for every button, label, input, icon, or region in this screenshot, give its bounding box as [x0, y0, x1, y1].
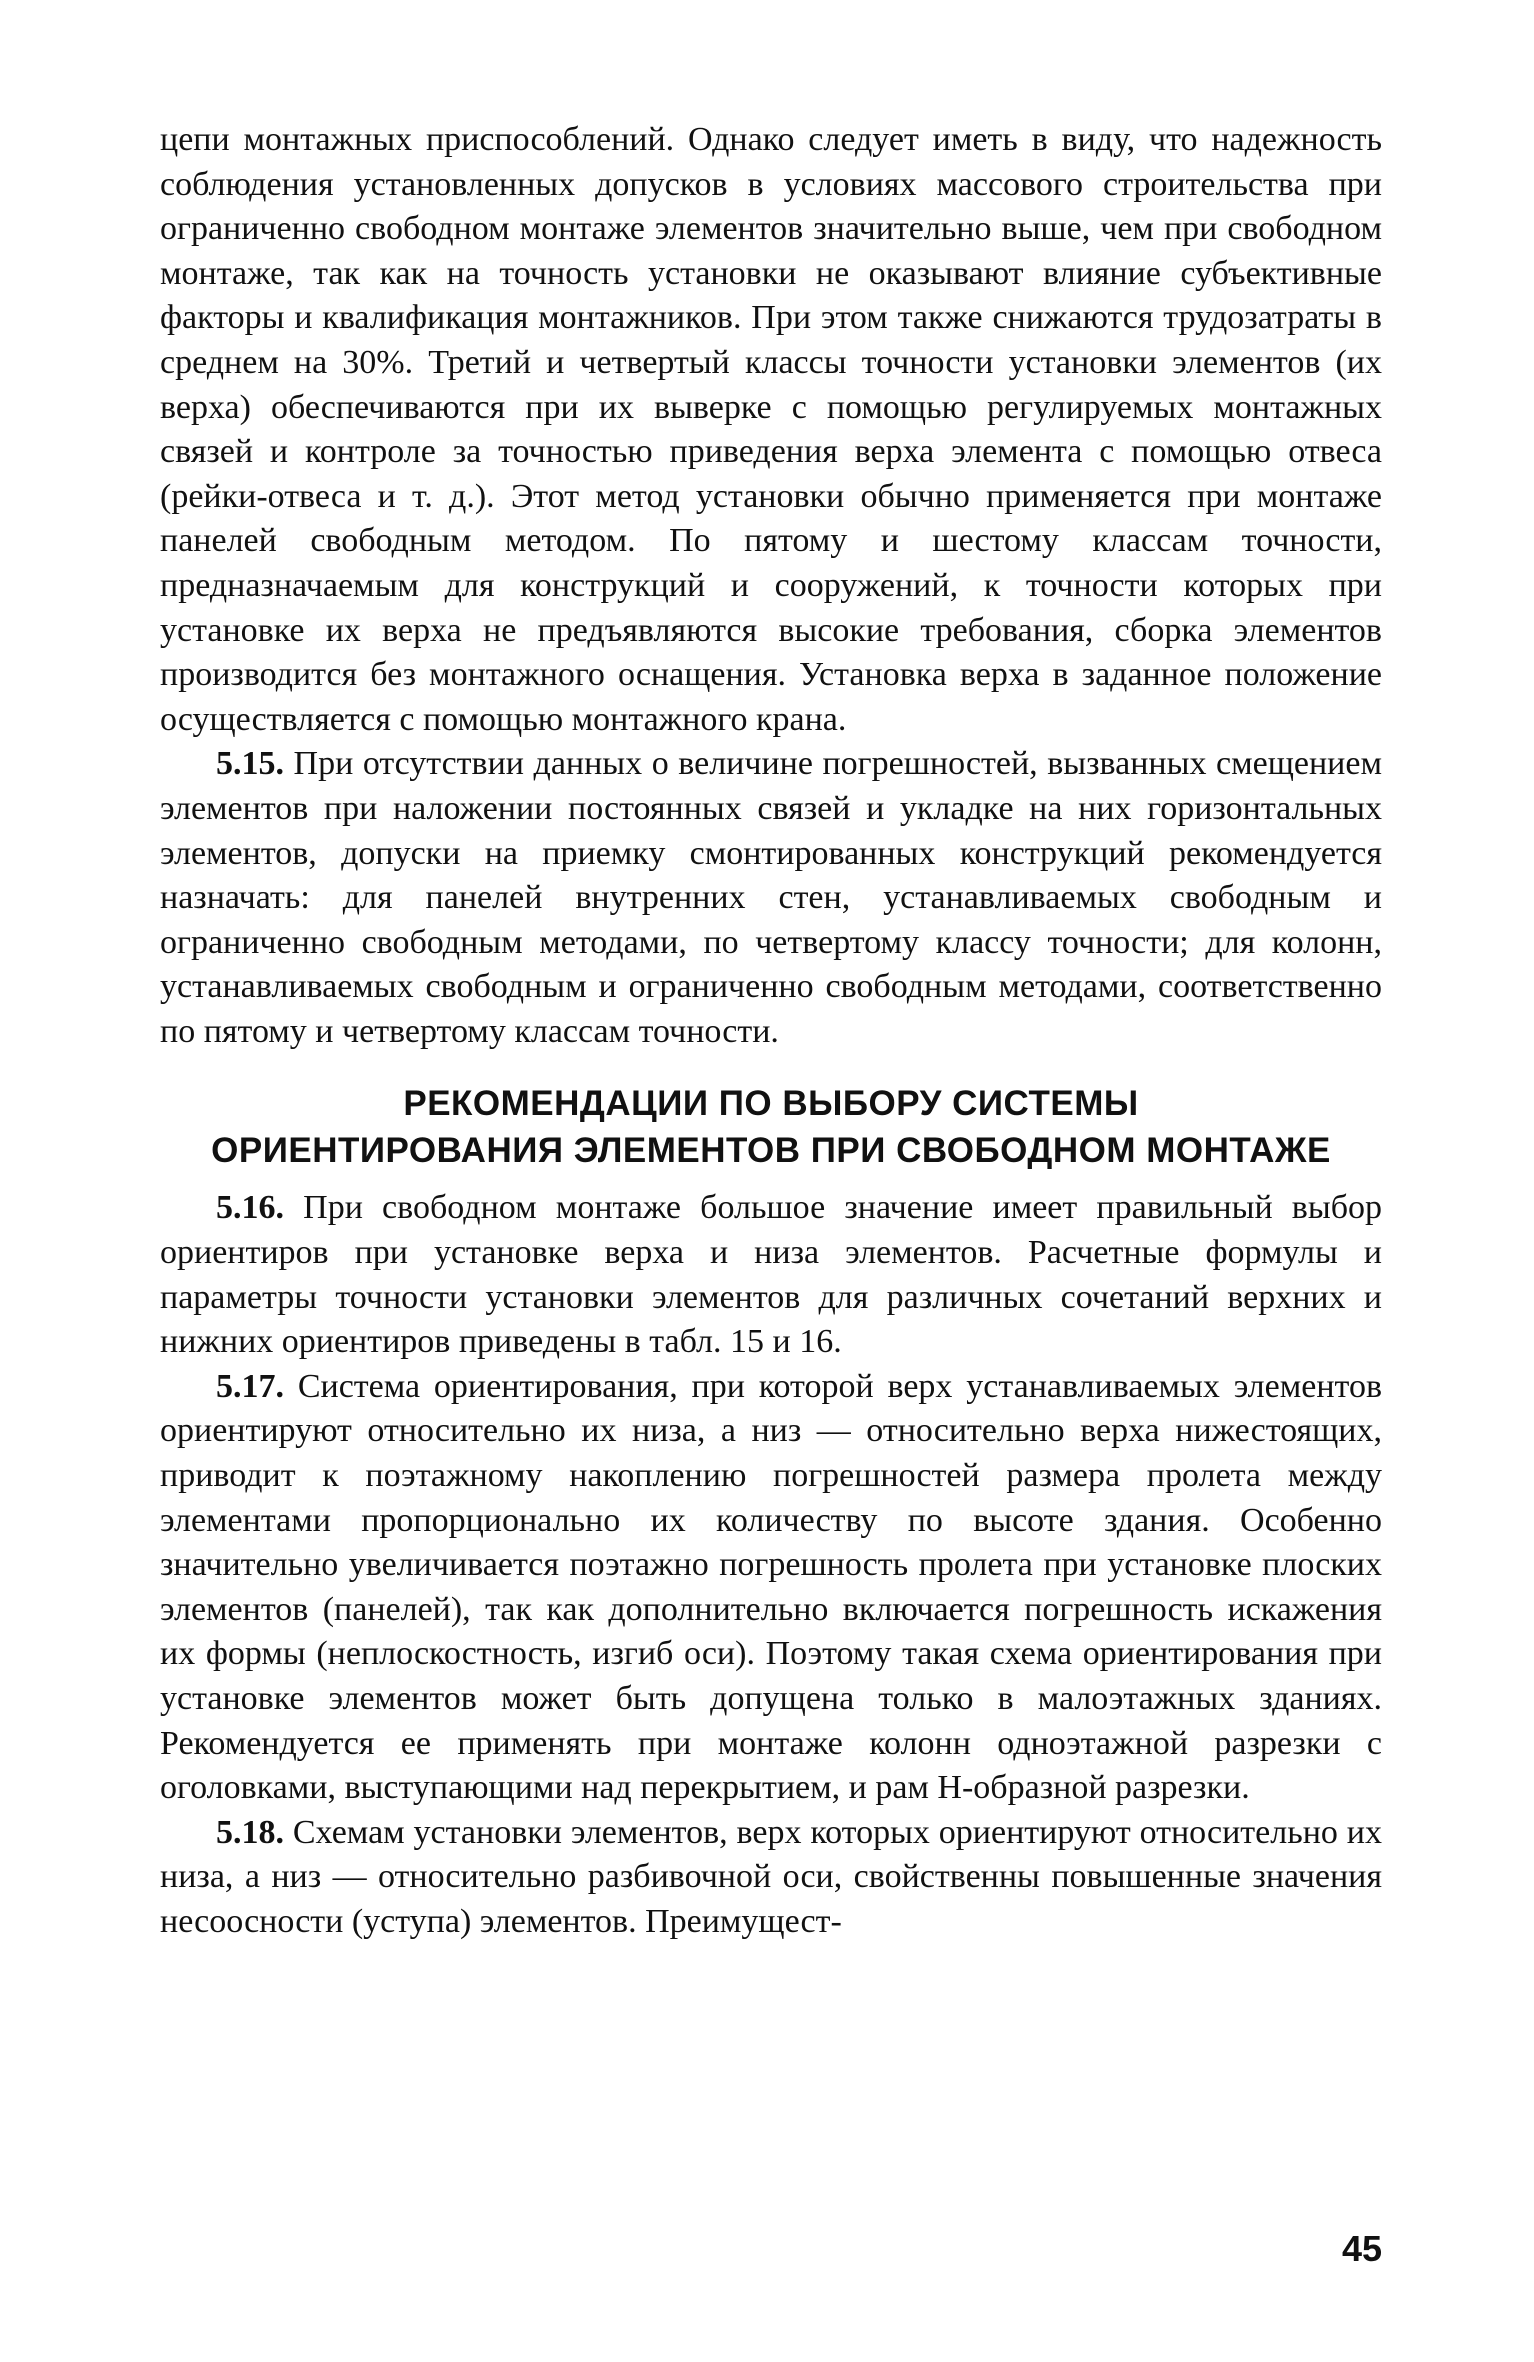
paragraph-5-18	[160, 1811, 1382, 1945]
section-heading	[160, 1080, 1382, 1174]
paragraph-text: Система ориентирования, при которой верх устанавливаемых элементов ориентируют относительно их низа, а низ — относительно верха нижестоящих, приводит к поэтажному накоплению погрешностей размера пролета между элементами пропорционально их количеству по высоте здания. Особенно значительно увеличивается поэтажно погрешность пролета при установке плоских элементов (панелей), так как дополнительно включается погрешность искажения их формы (неплоскостность, изгиб оси). Поэтому такая схема ориентирования при установке элементов может быть допущена только в малоэтажных зданиях. Рекомендуется ее применять при монтаже колонн одноэтажной разрезки с оголовками, выступающими над перекрытием, и рам Н-образной разрезки.	[160, 1367, 1383, 1807]
paragraph-5-15	[160, 742, 1382, 1054]
page-number: 45	[1341, 2228, 1382, 2269]
paragraph-5-17	[160, 1365, 1382, 1811]
paragraph-text: При свободном монтаже большое значение имеет правильный выбор ориентиров при установке верха и низа элементов. Расчетные формулы и параметры точности установки элементов для различных сочетаний верхних и нижних ориентиров приведены в табл. 15 и 16.	[160, 1189, 1383, 1361]
paragraph-number: 5.18.	[216, 1813, 284, 1851]
paragraph-text: При отсутствии данных о величине погрешностей, вызванных смещением элементов при наложении постоянных связей и укладке на них горизонтальных элементов, допуски на приемку смонтированных конструкций рекомендуется назначать: для панелей внутренних стен, устанавливаемых свободным и ограниченно свободным методами, по четвертому классу точности; для колонн, устанавливаемых свободным и ограниченно свободным методами, соответственно по пятому и четвертому классам точности.	[160, 745, 1382, 1050]
section-heading-line-2: ОРИЕНТИРОВАНИЯ ЭЛЕМЕНТОВ ПРИ СВОБОДНОМ МОНТАЖЕ	[211, 1131, 1331, 1171]
paragraph-number: 5.17.	[216, 1367, 284, 1405]
paragraph-5-16	[160, 1186, 1382, 1364]
paragraph-number: 5.15.	[216, 745, 284, 783]
section-heading-line-1: РЕКОМЕНДАЦИИ ПО ВЫБОРУ СИСТЕМЫ	[403, 1084, 1139, 1124]
document-page	[160, 118, 1382, 2318]
paragraph-continued	[160, 118, 1382, 742]
paragraph-text: цепи монтажных приспособлений. Однако следует иметь в виду, что надежность соблюдения установленных допусков в условиях массового строительства при ограниченно свободном монтаже элементов значительно выше, чем при свободном монтаже, так как на точность установки не оказывают влияние субъективные факторы и квалификация монтажников. При этом также снижаются трудозатраты в среднем на 30%. Третий и четвертый классы точности установки элементов (их верха) обеспечиваются при их выверке с помощью регулируемых монтажных связей и контроле за точностью приведения верха элемента с помощью отвеса (рейки-отвеса и т. д.). Этот метод установки обычно применяется при монтаже панелей свободным методом. По пятому и шестому классам точности, предназначаемым для конструкций и сооружений, к точности которых при установке их верха не предъявляются высокие требования, сборка элементов производится без монтажного оснащения. Установка верха в заданное положение осуществляется с помощью монтажного крана.	[160, 121, 1382, 738]
paragraph-text: Схемам установки элементов, верх которых ориентируют относительно их низа, а низ — относительно разбивочной оси, свойственны повышенные значения несоосности (уступа) элементов. Преимущест-	[160, 1813, 1382, 1940]
paragraph-number: 5.16.	[216, 1189, 284, 1227]
